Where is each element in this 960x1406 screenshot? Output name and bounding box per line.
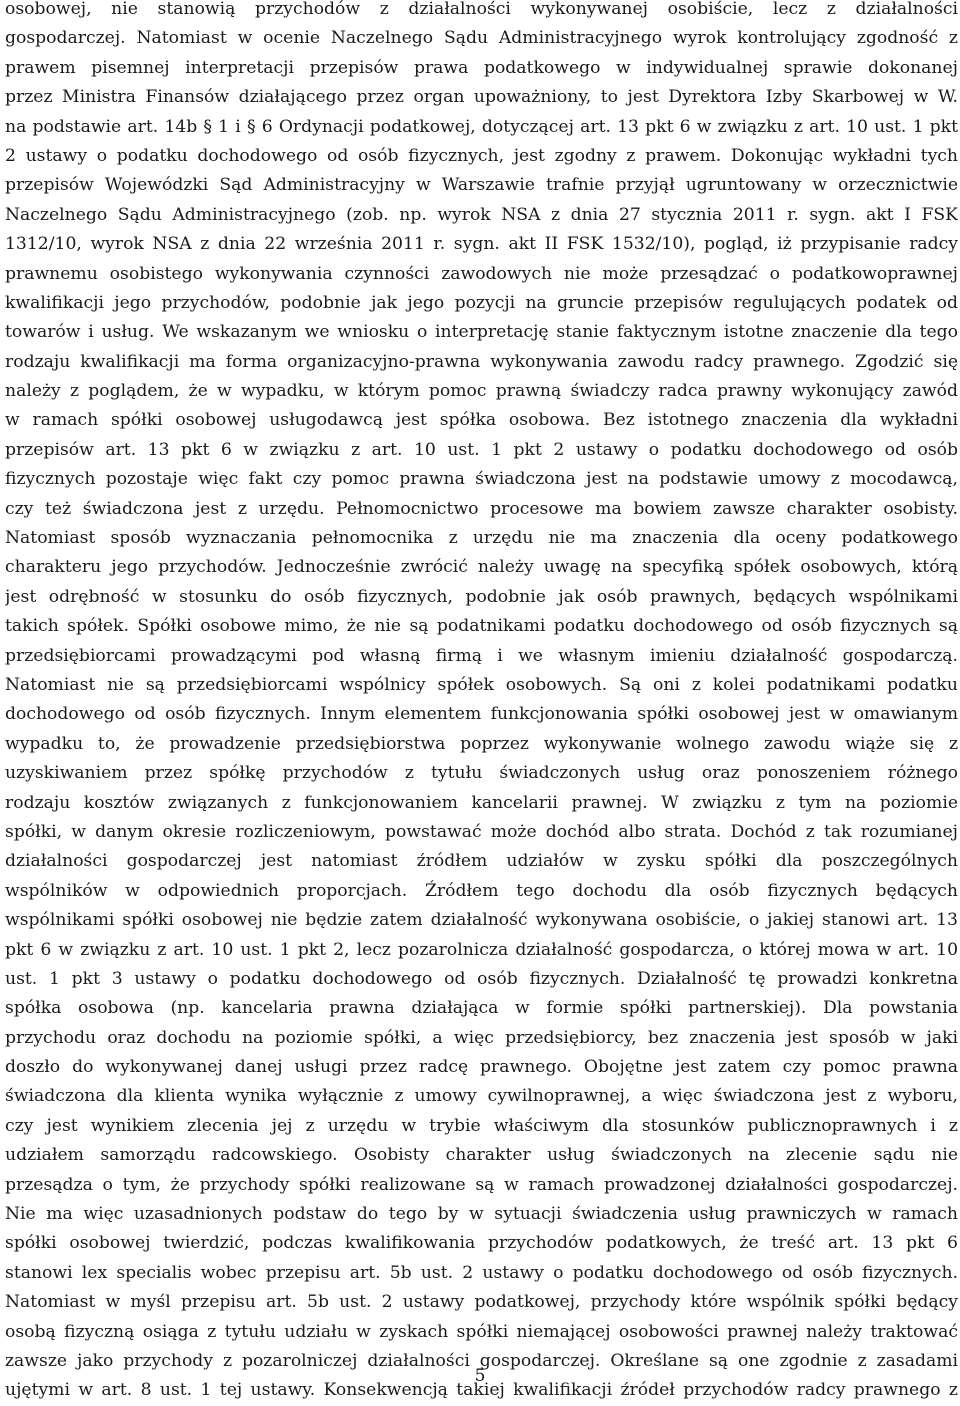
text-line: wspólnikami spółki osobowej nie będzie zatem działalność wykonywana osobiście, o jakiej stanowi art. 13 <box>5 910 958 931</box>
text-line: czy też świadczona jest z urzędu. Pełnomocnictwo procesowe ma bowiem zawsze charakter osobisty. <box>5 498 958 519</box>
text-line: spółki, w danym okresie rozliczeniowym, powstawać może dochód albo strata. Dochód z tak rozumianej <box>5 821 958 842</box>
text-line: 2 ustawy o podatku dochodowego od osób fizycznych, jest zgodny z prawem. Dokonując wykładni tych <box>5 145 958 166</box>
text-line: spółka osobowa (np. kancelaria prawna działająca w formie spółki partnerskiej). Dla powstania <box>5 998 958 1019</box>
text-line: działalności gospodarczej jest natomiast źródłem udziałów w zysku spółki dla poszczególnych <box>5 851 958 872</box>
text-line: prawnemu osobistego wykonywania czynności zawodowych nie może przesądzać o podatkowoprawnej <box>5 263 958 284</box>
text-line: gospodarczej. Natomiast w ocenie Naczelnego Sądu Administracyjnego wyrok kontrolujący zgodność z <box>5 28 958 49</box>
text-line: Natomiast w myśl przepisu art. 5b ust. 2 ustawy podatkowej, przychody które wspólnik spółki będący <box>5 1292 958 1313</box>
text-line: świadczona dla klienta wynika wyłącznie z umowy cywilnoprawnej, a więc świadczona jest z wyboru, <box>5 1086 958 1107</box>
text-line: Natomiast nie są przedsiębiorcami wspólnicy spółek osobowych. Są oni z kolei podatnikami podatku <box>5 674 958 695</box>
text-line: należy z poglądem, że w wypadku, w którym pomoc prawną świadczy radca prawny wykonujący zawód <box>5 381 958 402</box>
text-line: osobą fizyczną osiąga z tytułu udziału w zyskach spółki niemającej osobowości prawnej należy traktować <box>5 1321 958 1342</box>
text-line: przesądza o tym, że przychody spółki realizowane są w ramach prowadzonej działalności gospodarczej. <box>5 1174 958 1195</box>
text-line: czy jest wynikiem zlecenia jej z urzędu w trybie właściwym dla stosunków publicznoprawnych i z <box>5 1115 958 1136</box>
text-line: rodzaju kwalifikacji ma forma organizacyjno-prawna wykonywania zawodu radcy prawnego. Zgodzić się <box>5 351 958 372</box>
text-line: ujętymi w art. 8 ust. 1 tej ustawy. Konsekwencją takiej kwalifikacji źródeł przychodów radcy prawnego z <box>5 1380 958 1401</box>
text-line: zawsze jako przychody z pozarolniczej działalności gospodarczej. Określane są one zgodnie z zasadami <box>5 1350 958 1371</box>
text-line: Natomiast sposób wyznaczania pełnomocnika z urzędu nie ma znaczenia dla oceny podatkowego <box>5 528 958 549</box>
text-line: uzyskiwaniem przez spółkę przychodów z tytułu świadczonych usług oraz ponoszeniem różnego <box>5 763 958 784</box>
text-line: charakteru jego przychodów. Jednocześnie zwrócić należy uwagę na specyfiką spółek osobowych, którą <box>5 557 958 578</box>
text-line: udziałem samorządu radcowskiego. Osobisty charakter usług świadczonych na zlecenie sądu nie <box>5 1145 958 1166</box>
text-line: przychodu oraz dochodu na poziomie spółki, a więc przedsiębiorcy, bez znaczenia jest sposób w jaki <box>5 1027 958 1048</box>
text-line: na podstawie art. 14b § 1 i § 6 Ordynacji podatkowej, dotyczącej art. 13 pkt 6 w związku z art. 10 ust. 1 pkt <box>5 116 958 137</box>
text-line: kwalifikacji jego przychodów, podobnie jak jego pozycji na gruncie przepisów regulujących podatek od <box>5 292 958 313</box>
body-text <box>5 0 958 1406</box>
text-line: doszło do wykonywanej danej usługi przez radcę prawnego. Obojętne jest zatem czy pomoc prawna <box>5 1057 958 1078</box>
text-line: takich spółek. Spółki osobowe mimo, że nie są podatnikami podatku dochodowego od osób fizycznych są <box>5 616 958 637</box>
text-line: stanowi lex specialis wobec przepisu art. 5b ust. 2 ustawy o podatku dochodowego od osób fizycznych. <box>5 1262 958 1283</box>
text-line: ust. 1 pkt 3 ustawy o podatku dochodowego od osób fizycznych. Działalność tę prowadzi konkretna <box>5 968 958 989</box>
text-line: pkt 6 w związku z art. 10 ust. 1 pkt 2, lecz pozarolnicza działalność gospodarcza, o której mowa w art. 10 <box>5 939 958 960</box>
page-number: 5 <box>474 1366 486 1386</box>
text-line: prawem pisemnej interpretacji przepisów prawa podatkowego w indywidualnej sprawie dokonanej <box>5 57 958 78</box>
text-line: wypadku to, że prowadzenie przedsiębiorstwa poprzez wykonywanie wolnego zawodu wiąże się z <box>5 733 958 754</box>
text-line: rodzaju kosztów związanych z funkcjonowaniem kancelarii prawnej. W związku z tym na poziomie <box>5 792 958 813</box>
text-line: dochodowego od osób fizycznych. Innym elementem funkcjonowania spółki osobowej jest w omawianym <box>5 704 958 725</box>
text-line: przepisów art. 13 pkt 6 w związku z art. 10 ust. 1 pkt 2 ustawy o podatku dochodowego od osób <box>5 439 958 460</box>
text-line: fizycznych pozostaje więc fakt czy pomoc prawna świadczona jest na podstawie umowy z mocodawcą, <box>5 469 958 490</box>
text-line: spółki osobowej twierdzić, podczas kwalifikowania przychodów podatkowych, że treść art. 13 pkt 6 <box>5 1233 958 1254</box>
text-line: 1312/10, wyrok NSA z dnia 22 września 2011 r. sygn. akt II FSK 1532/10), pogląd, iż przypisanie radcy <box>5 234 958 255</box>
text-line: Nie ma więc uzasadnionych podstaw do tego by w sytuacji świadczenia usług prawniczych w ramach <box>5 1204 958 1225</box>
text-line: przez Ministra Finansów działającego przez organ upoważniony, to jest Dyrektora Izby Skarbowej w W. <box>5 87 958 108</box>
text-line: Naczelnego Sądu Administracyjnego (zob. np. wyrok NSA z dnia 27 stycznia 2011 r. sygn. akt I FSK <box>5 204 958 225</box>
text-line: przepisów Wojewódzki Sąd Administracyjny w Warszawie trafnie przyjął ugruntowany w orzecznictwie <box>5 175 958 196</box>
text-line: osobowej, nie stanowią przychodów z działalności wykonywanej osobiście, lecz z działalności <box>5 0 958 19</box>
text-line: przedsiębiorcami prowadzącymi pod własną firmą i we własnym imieniu działalność gospodarczą. <box>5 645 958 666</box>
text-line: wspólników w odpowiednich proporcjach. Źródłem tego dochodu dla osób fizycznych będących <box>5 880 958 901</box>
text-line: towarów i usług. We wskazanym we wniosku o interpretację stanie faktycznym istotne znaczenie dla tego <box>5 322 958 343</box>
text-line: w ramach spółki osobowej usługodawcą jest spółka osobowa. Bez istotnego znaczenia dla wykładni <box>5 410 958 431</box>
text-line: jest odrębność w stosunku do osób fizycznych, podobnie jak osób prawnych, będących wspólnikami <box>5 586 958 607</box>
